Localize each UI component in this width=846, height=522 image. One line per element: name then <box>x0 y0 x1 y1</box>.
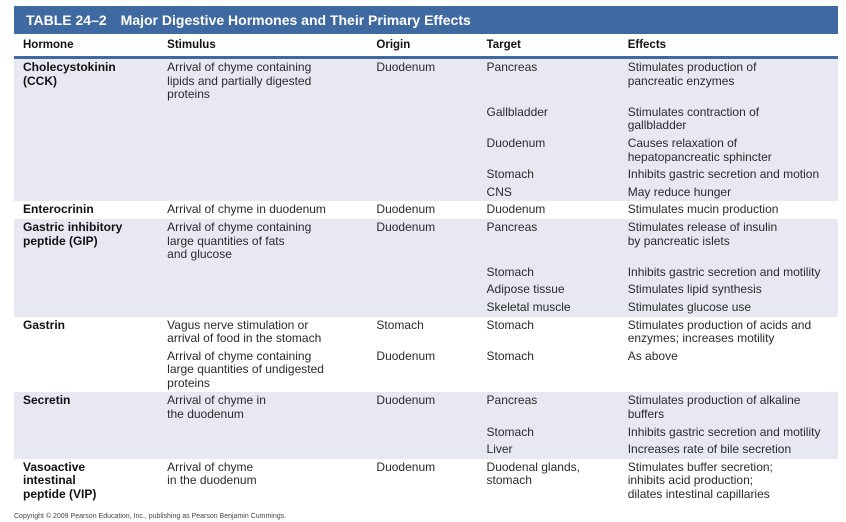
effects-cell <box>628 58 838 104</box>
target-line: Stomach <box>486 317 534 332</box>
table-row <box>14 58 838 104</box>
origin-cell <box>376 299 486 317</box>
stimulus-cell <box>167 317 376 348</box>
stimulus-cell <box>167 166 376 184</box>
effects-line: Stimulates production of alkaline <box>627 393 801 408</box>
stimulus-line: the duodenum <box>167 407 244 422</box>
stimulus-line: in the duodenum <box>167 473 257 488</box>
stimulus-cell <box>167 441 376 459</box>
hormone-name-line: peptide (GIP) <box>23 233 98 248</box>
target-cell <box>487 299 628 317</box>
effects-cell <box>628 459 838 504</box>
hormone-cell <box>14 58 167 104</box>
target-cell <box>487 201 628 219</box>
stimulus-line: Arrival of chyme containing <box>167 60 312 74</box>
target-cell <box>487 58 628 104</box>
stimulus-cell <box>167 264 376 282</box>
hormone-cell <box>14 459 167 504</box>
origin-line: Duodenum <box>376 219 436 234</box>
target-line: Stomach <box>486 348 534 363</box>
effects-line: As above <box>627 348 678 363</box>
effects-cell <box>628 104 838 135</box>
stimulus-cell <box>167 219 376 264</box>
hormone-cell <box>14 317 167 348</box>
stimulus-line: Vagus nerve stimulation or <box>167 317 309 332</box>
stimulus-line: large quantities of undigested <box>167 362 324 377</box>
hormone-cell <box>14 424 167 442</box>
effects-line: Stimulates production of acids and <box>627 317 812 332</box>
table-row <box>14 104 838 135</box>
table-header-row <box>14 35 838 58</box>
origin-cell <box>376 219 486 264</box>
stimulus-cell <box>167 184 376 202</box>
effects-cell <box>628 441 838 459</box>
table-row <box>14 166 838 184</box>
table-row <box>14 184 838 202</box>
origin-line: Duodenum <box>376 348 436 363</box>
hormone-cell <box>14 441 167 459</box>
hormone-name-line: Enterocrinin <box>23 202 94 217</box>
target-cell <box>487 441 628 459</box>
effects-cell <box>628 317 838 348</box>
effects-line: Causes relaxation of <box>627 135 738 150</box>
origin-line: Duodenum <box>376 60 436 74</box>
effects-line: hepatopancreatic sphincter <box>627 149 772 164</box>
origin-cell <box>376 104 486 135</box>
stimulus-cell <box>167 459 376 504</box>
target-line: CNS <box>486 184 512 199</box>
effects-line: pancreatic enzymes <box>627 73 735 88</box>
stimulus-cell <box>167 424 376 442</box>
origin-cell <box>376 424 486 442</box>
hormone-name-line: peptide (VIP) <box>23 487 97 502</box>
target-line: Skeletal muscle <box>486 299 571 314</box>
stimulus-line: Arrival of chyme <box>167 459 254 474</box>
stimulus-cell <box>167 392 376 423</box>
table-row <box>14 281 838 299</box>
origin-cell <box>376 459 486 504</box>
target-line: Duodenum <box>486 135 546 150</box>
table-row <box>14 392 838 423</box>
effects-line: Increases rate of bile secretion <box>627 442 792 457</box>
effects-line: Stimulates buffer secretion; <box>627 459 773 474</box>
table-body <box>14 58 838 504</box>
target-line: Duodenum <box>486 202 546 217</box>
effects-line: Stimulates production of <box>627 60 757 74</box>
stimulus-cell <box>167 104 376 135</box>
effects-line: Stimulates release of insulin <box>627 219 778 234</box>
effects-cell <box>628 135 838 166</box>
target-line: Adipose tissue <box>486 282 565 297</box>
table-row <box>14 317 838 348</box>
stimulus-line: Arrival of chyme in <box>167 393 266 408</box>
target-line: Gallbladder <box>486 104 548 119</box>
effects-line: by pancreatic islets <box>627 233 730 248</box>
header-stimulus: Stimulus <box>167 35 376 58</box>
effects-cell <box>628 166 838 184</box>
target-cell <box>487 135 628 166</box>
hormone-cell <box>14 299 167 317</box>
origin-cell <box>376 201 486 219</box>
effects-line: gallbladder <box>627 118 687 133</box>
stimulus-cell <box>167 281 376 299</box>
origin-cell <box>376 348 486 393</box>
copyright-footer: Copyright © 2009 Pearson Education, Inc., publishing as Pearson Benjamin Cummings. <box>14 513 287 520</box>
header-effects: Effects <box>628 35 838 58</box>
effects-cell <box>628 424 838 442</box>
origin-cell <box>376 184 486 202</box>
target-line: Stomach <box>486 264 534 279</box>
effects-line: Inhibits gastric secretion and motility <box>627 424 821 439</box>
table-row <box>14 264 838 282</box>
target-cell <box>487 392 628 423</box>
table-row <box>14 135 838 166</box>
target-cell <box>487 264 628 282</box>
effects-line: Inhibits gastric secretion and motility <box>627 264 821 279</box>
target-cell <box>487 424 628 442</box>
target-cell <box>487 166 628 184</box>
stimulus-cell <box>167 299 376 317</box>
table-title: Major Digestive Hormones and Their Primary Effects <box>120 12 471 28</box>
origin-cell <box>376 264 486 282</box>
effects-line: buffers <box>627 407 665 422</box>
effects-line: enzymes; increases motility <box>627 331 775 346</box>
hormone-name-line: Gastrin <box>23 317 66 332</box>
hormone-name-line: Gastric inhibitory <box>23 219 123 234</box>
table-number: TABLE 24–2 <box>26 12 107 28</box>
hormone-cell <box>14 281 167 299</box>
hormone-cell <box>14 201 167 219</box>
table-row <box>14 219 838 264</box>
effects-cell <box>628 348 838 393</box>
table-row <box>14 299 838 317</box>
table-row <box>14 459 838 504</box>
origin-cell <box>376 281 486 299</box>
stimulus-line: and glucose <box>167 247 232 262</box>
effects-cell <box>628 392 838 423</box>
effects-cell <box>628 299 838 317</box>
hormone-name-line: Vasoactive <box>23 459 86 474</box>
hormone-cell <box>14 219 167 264</box>
table-row <box>14 441 838 459</box>
stimulus-line: large quantities of fats <box>167 233 285 248</box>
origin-cell <box>376 317 486 348</box>
target-line: Liver <box>486 442 513 457</box>
target-line: Stomach <box>486 167 534 182</box>
stimulus-line: Arrival of chyme containing <box>167 348 312 363</box>
table-row <box>14 424 838 442</box>
effects-line: Stimulates lipid synthesis <box>627 282 762 297</box>
target-cell <box>487 104 628 135</box>
effects-cell <box>628 219 838 264</box>
target-cell <box>487 348 628 393</box>
hormone-name-line: (CCK) <box>23 73 57 88</box>
origin-line: Duodenum <box>376 202 436 217</box>
effects-line: Stimulates glucose use <box>627 299 752 314</box>
effects-line: Stimulates mucin production <box>627 202 779 217</box>
hormone-cell <box>14 184 167 202</box>
stimulus-line: arrival of food in the stomach <box>167 331 322 346</box>
stimulus-cell <box>167 201 376 219</box>
hormone-cell <box>14 348 167 393</box>
target-cell <box>487 317 628 348</box>
origin-line: Duodenum <box>376 393 436 408</box>
table-row <box>14 201 838 219</box>
effects-line: dilates intestinal capillaries <box>627 487 770 502</box>
stimulus-line: lipids and partially digested <box>167 73 312 88</box>
target-cell <box>487 184 628 202</box>
header-origin: Origin <box>376 35 486 58</box>
target-cell <box>487 281 628 299</box>
target-cell <box>487 459 628 504</box>
target-line: Pancreas <box>486 219 538 234</box>
target-line: Pancreas <box>486 393 538 408</box>
effects-cell <box>628 201 838 219</box>
effects-line: May reduce hunger <box>627 184 732 199</box>
header-target: Target <box>487 35 628 58</box>
effects-cell <box>628 281 838 299</box>
origin-cell <box>376 58 486 104</box>
target-line: Pancreas <box>486 60 538 74</box>
target-line: Duodenal glands, <box>486 459 580 474</box>
effects-cell <box>628 264 838 282</box>
hormone-name-line: Cholecystokinin <box>23 60 116 74</box>
stimulus-line: Arrival of chyme containing <box>167 219 312 234</box>
effects-cell <box>628 184 838 202</box>
origin-cell <box>376 441 486 459</box>
hormone-name-line: Secretin <box>23 393 71 408</box>
stimulus-cell <box>167 58 376 104</box>
table-row <box>14 348 838 393</box>
hormone-cell <box>14 104 167 135</box>
effects-line: inhibits acid production; <box>627 473 754 488</box>
origin-line: Duodenum <box>376 459 436 474</box>
header-hormone: Hormone <box>14 35 167 58</box>
hormone-cell <box>14 264 167 282</box>
target-line: stomach <box>486 473 532 488</box>
effects-line: Stimulates contraction of <box>627 104 760 119</box>
hormone-name-line: intestinal <box>23 473 76 488</box>
hormone-cell <box>14 392 167 423</box>
stimulus-cell <box>167 348 376 393</box>
stimulus-line: proteins <box>167 375 210 390</box>
hormone-cell <box>14 135 167 166</box>
origin-cell <box>376 166 486 184</box>
origin-line: Stomach <box>376 317 424 332</box>
stimulus-cell <box>167 135 376 166</box>
table-title-bar <box>14 6 838 34</box>
effects-line: Inhibits gastric secretion and motion <box>627 167 820 182</box>
origin-cell <box>376 135 486 166</box>
stimulus-line: proteins <box>167 87 210 102</box>
stimulus-line: Arrival of chyme in duodenum <box>167 202 326 217</box>
target-cell <box>487 219 628 264</box>
origin-cell <box>376 392 486 423</box>
hormone-cell <box>14 166 167 184</box>
target-line: Stomach <box>486 424 534 439</box>
hormone-table <box>14 35 838 504</box>
